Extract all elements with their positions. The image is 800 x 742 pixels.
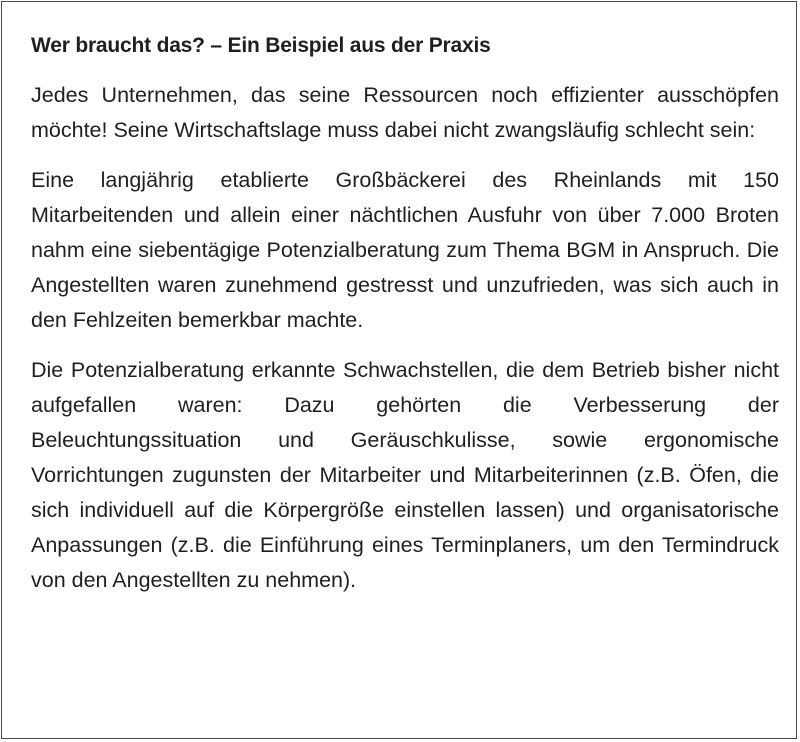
paragraph-intro: Jedes Unternehmen, das seine Ressourcen noch effizienter ausschöpfen möchte! Seine Wirtschaftslage muss dabei nicht zwangsläufig schlecht sein: [31, 83, 779, 142]
box-heading: Wer braucht das? – Ein Beispiel aus der Praxis [31, 34, 491, 57]
text-box [1, 1, 797, 739]
text-content [31, 29, 779, 613]
paragraph-findings: Die Potenzialberatung erkannte Schwachstellen, die dem Betrieb bisher nicht aufgefallen waren: Dazu gehörten die Verbesserung der Beleuchtungssituation und Geräuschkulisse, sowie ergonomische Vorrichtungen zugunsten der Mitarbeiter und Mitarbeiterinnen (z.B. Öfen, die sich individuell auf die Körpergröße einstellen lassen) und organisatorische Anpassungen (z.B. die Einführung eines Terminplaners, um den Termindruck von den Angestellten zu nehmen). [31, 358, 779, 592]
paragraph-example: Eine langjährig etablierte Großbäckerei des Rheinlands mit 150 Mitarbeitenden und allein einer nächtlichen Ausfuhr von über 7.000 Broten nahm eine siebentägige Potenzialberatung zum Thema BGM in Anspruch. Die Angestellten waren zunehmend gestresst und unzufrieden, was sich auch in den Fehlzeiten bemerkbar machte. [31, 168, 779, 332]
